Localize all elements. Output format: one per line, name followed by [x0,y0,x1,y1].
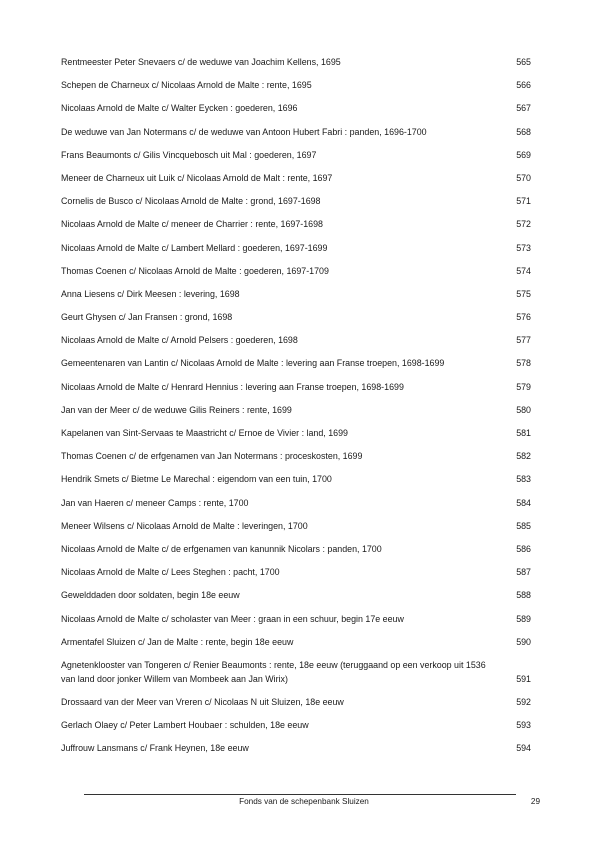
entry-title: Nicolaas Arnold de Malte c/ Henrard Hennius : levering aan Franse troepen, 1698-1699 [61,381,404,392]
list-item [61,519,533,533]
entry-title: Frans Beaumonts c/ Gilis Vincquebosch uit Mal : goederen, 1697 [61,149,317,160]
entry-number: 568 [516,126,531,137]
list-item [61,356,533,370]
entry-number: 590 [516,636,531,647]
entry-number: 586 [516,543,531,554]
entry-number: 581 [516,428,531,438]
list-item [61,741,533,755]
entry-number: 569 [516,149,531,160]
entry-title: Nicolaas Arnold de Malte c/ Lees Steghen : pacht, 1700 [61,567,280,578]
list-item [61,217,533,231]
entry-title: Nicolaas Arnold de Malte c/ Lambert Mellard : goederen, 1697-1699 [61,242,328,253]
list-item [61,635,533,649]
entry-title: Anna Liesens c/ Dirk Meesen : levering, 1698 [61,288,240,299]
entry-title: Nicolaas Arnold de Malte c/ meneer de Charrier : rente, 1697-1698 [61,219,323,230]
list-item [61,264,533,278]
list-item [61,565,533,579]
entry-title: Nicolaas Arnold de Malte c/ Walter Eycken : goederen, 1696 [61,103,298,114]
list-item [61,148,533,162]
entry-number: 577 [516,335,531,346]
entry-title: Meneer Wilsens c/ Nicolaas Arnold de Malte : leveringen, 1700 [61,520,308,531]
entry-number: 573 [516,242,531,253]
entry-title: Geurt Ghysen c/ Jan Fransen : grond, 1698 [61,312,233,323]
entry-title: Juffrouw Lansmans c/ Frank Heynen, 18e eeuw [61,743,249,754]
list-item [61,171,533,185]
entry-title: Drossaard van der Meer van Vreren c/ Nicolaas N uit Sluizen, 18e eeuw [61,697,344,708]
entry-title: De weduwe van Jan Notermans c/ de weduwe van Antoon Hubert Fabri : panden, 1696-1700 [61,126,427,137]
entry-title: Rentmeester Peter Snevaers c/ de weduwe van Joachim Kellens, 1695 [61,57,341,67]
footer-divider [84,794,516,795]
inventory-list [61,55,533,765]
entry-number: 583 [516,474,531,485]
entry-number: 575 [516,288,531,299]
entry-title: Agnetenklooster van Tongeren c/ Renier Beaumonts : rente, 18e eeuw (teruggaand op een verkoop uit 1536 van land door jonker Willem van Mombeek aan Jan Wirix) [61,659,486,684]
entry-title: Jan van Haeren c/ meneer Camps : rente, 1700 [61,497,249,508]
list-item [61,101,533,115]
list-item [61,194,533,208]
entry-number: 589 [516,613,531,624]
entry-number: 572 [516,219,531,230]
entry-title: Gerlach Olaey c/ Peter Lambert Houbaer : schulden, 18e eeuw [61,720,309,731]
list-item [61,380,533,394]
entry-title: Cornelis de Busco c/ Nicolaas Arnold de Malte : grond, 1697-1698 [61,196,321,207]
footer-title: Fonds van de schepenbank Sluizen [239,797,369,806]
list-item [61,718,533,732]
entry-number: 565 [516,57,531,67]
entry-title: Thomas Coenen c/ Nicolaas Arnold de Malte : goederen, 1697-1709 [61,265,329,276]
list-item [61,287,533,301]
list-item [61,310,533,324]
list-item [61,472,533,486]
entry-number: 594 [516,743,531,754]
list-item [61,333,533,347]
entry-number: 591 [516,673,531,684]
entry-number: 580 [516,404,531,415]
list-item [61,449,533,463]
list-item [61,55,533,69]
entry-title: Nicolaas Arnold de Malte c/ Arnold Pelsers : goederen, 1698 [61,335,298,346]
entry-title: Gewelddaden door soldaten, begin 18e eeuw [61,590,240,601]
entry-number: 588 [516,590,531,601]
list-item [61,612,533,626]
list-item [61,78,533,92]
entry-number: 584 [516,497,531,508]
entry-number: 585 [516,520,531,531]
list-item [61,125,533,139]
list-item [61,241,533,255]
entry-title: Schepen de Charneux c/ Nicolaas Arnold de Malte : rente, 1695 [61,80,312,91]
page-number: 29 [530,797,540,806]
entry-number: 582 [516,451,531,462]
entry-title: Gemeentenaren van Lantin c/ Nicolaas Arnold de Malte : levering aan Franse troepen, 1698-1699 [61,358,445,369]
list-item [61,426,533,440]
list-item [61,588,533,602]
entry-title: Nicolaas Arnold de Malte c/ de erfgenamen van kanunnik Nicolars : panden, 1700 [61,543,382,554]
list-item [61,542,533,556]
entry-number: 593 [516,720,531,731]
entry-number: 567 [516,103,531,114]
entry-number: 570 [516,172,531,183]
entry-title: Thomas Coenen c/ de erfgenamen van Jan Notermans : proceskosten, 1699 [61,451,363,462]
entry-number: 566 [516,80,531,91]
entry-title: Nicolaas Arnold de Malte c/ scholaster van Meer : graan in een schuur, begin 17e eeuw [61,613,404,624]
entry-title: Armentafel Sluizen c/ Jan de Malte : rente, begin 18e eeuw [61,636,294,647]
entry-number: 592 [516,697,531,708]
entry-title: Meneer de Charneux uit Luik c/ Nicolaas Arnold de Malt : rente, 1697 [61,172,333,183]
entry-number: 578 [516,358,531,369]
entry-title: Hendrik Smets c/ Bietme Le Marechal : eigendom van een tuin, 1700 [61,474,332,485]
entry-number: 579 [516,381,531,392]
list-item [61,403,533,417]
entry-number: 587 [516,567,531,578]
entry-title: Kapelanen van Sint-Servaas te Maastricht c/ Ernoe de Vivier : land, 1699 [61,428,348,438]
list-item [61,496,533,510]
list-item [61,658,533,686]
list-item [61,695,533,709]
entry-number: 576 [516,312,531,323]
entry-title: Jan van der Meer c/ de weduwe Gilis Reiners : rente, 1699 [61,404,292,415]
entry-number: 574 [516,265,531,276]
entry-number: 571 [516,196,531,207]
